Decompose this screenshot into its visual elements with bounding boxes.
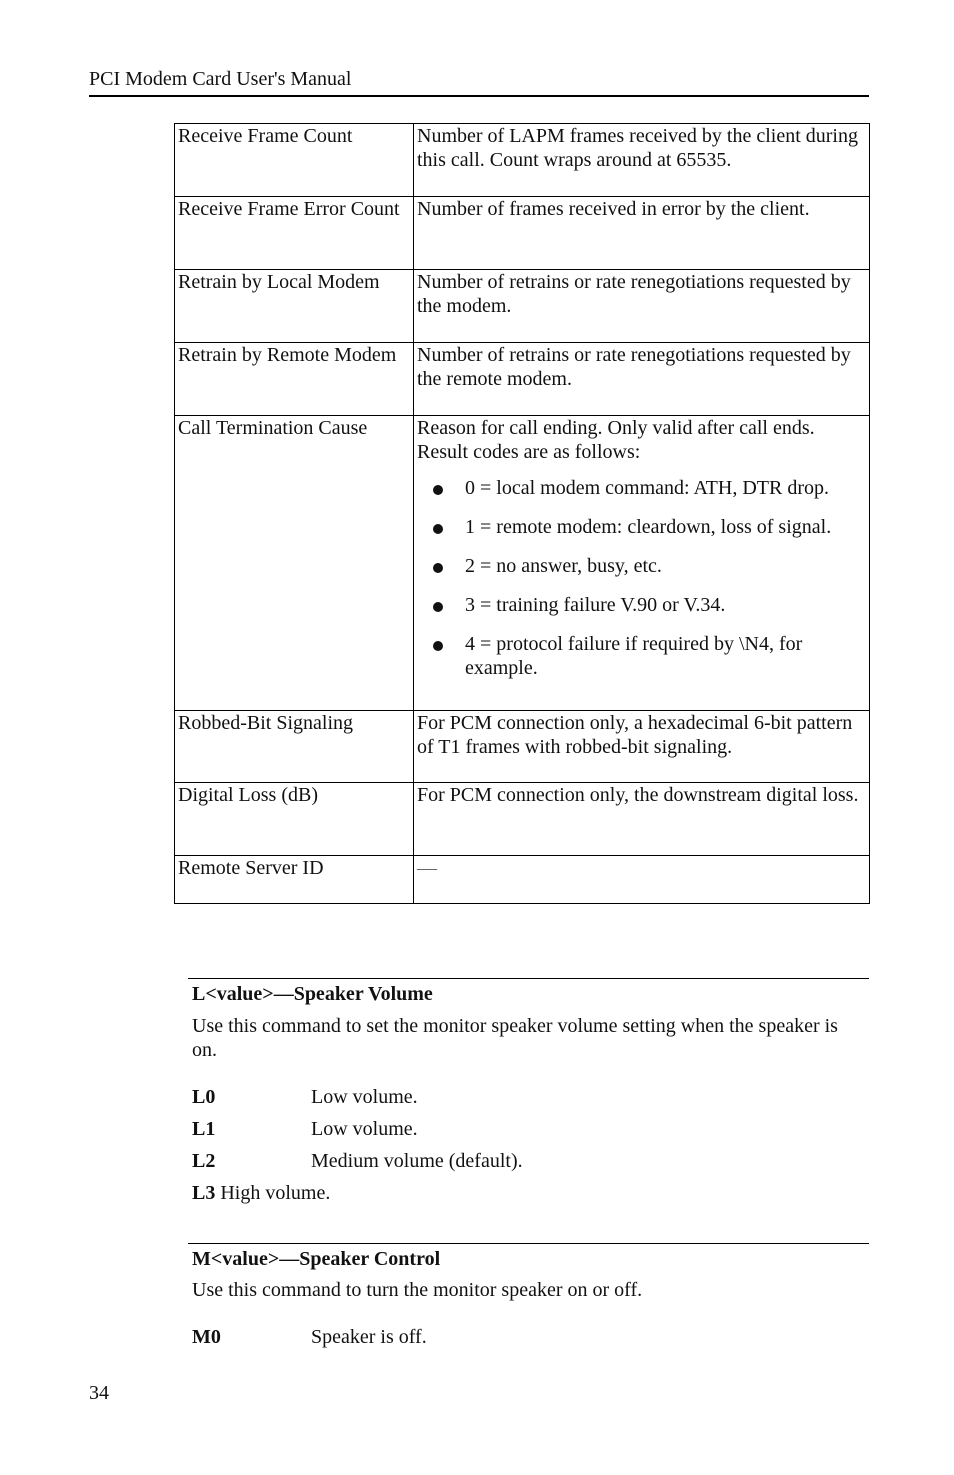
section-rule	[188, 978, 869, 979]
table-cell-desc: Number of retrains or rate renegotiations requested by the remote modem.	[414, 343, 870, 416]
table-cell-desc: —	[414, 856, 870, 904]
table-cell-desc: For PCM connection only, the downstream digital loss.	[414, 783, 870, 856]
table-cell-name: Digital Loss (dB)	[175, 783, 414, 856]
list-item	[417, 593, 866, 617]
section-rule	[188, 1243, 869, 1244]
table-row	[175, 343, 870, 416]
table-cell-desc: Number of LAPM frames received by the client during this call. Count wraps around at 65535.	[414, 124, 870, 197]
termination-intro: Reason for call ending. Only valid after call ends. Result codes are as follows:	[417, 417, 815, 463]
option-value: Speaker is off.	[311, 1326, 427, 1348]
header-rule	[89, 95, 869, 97]
table-row	[175, 270, 870, 343]
page-number: 34	[89, 1382, 109, 1404]
table-row	[175, 124, 870, 197]
option-key: L3	[192, 1182, 216, 1204]
list-item	[417, 554, 866, 578]
option-key: L1	[192, 1118, 216, 1140]
table-row	[175, 856, 870, 904]
table-row	[175, 711, 870, 783]
list-item	[417, 515, 866, 539]
table-cell-name: Remote Server ID	[175, 856, 414, 904]
speaker-control-title: M<value>—Speaker Control	[192, 1248, 441, 1270]
table-cell-desc: Number of frames received in error by the client.	[414, 197, 870, 270]
list-item	[417, 476, 866, 500]
option-value: Low volume.	[311, 1086, 418, 1108]
option-value: Medium volume (default).	[311, 1150, 523, 1172]
list-item	[417, 632, 866, 680]
diagnostics-table	[174, 123, 870, 904]
page-header-title: PCI Modem Card User's Manual	[89, 68, 352, 90]
table-cell-desc: For PCM connection only, a hexadecimal 6-bit pattern of T1 frames with robbed-bit signaling.	[414, 711, 870, 783]
table-cell-desc: Number of retrains or rate renegotiations requested by the modem.	[414, 270, 870, 343]
bullet-icon	[433, 485, 443, 495]
table-cell-name: Robbed-Bit Signaling	[175, 711, 414, 783]
bullet-icon	[433, 602, 443, 612]
bullet-icon	[433, 563, 443, 573]
bullet-icon	[433, 641, 443, 651]
result-code-list	[417, 476, 866, 680]
list-item-text: 0 = local modem command: ATH, DTR drop.	[465, 477, 830, 499]
table-cell-desc	[414, 416, 870, 711]
table-cell-name: Receive Frame Count	[175, 124, 414, 197]
option-value: Low volume.	[311, 1118, 418, 1140]
option-key: L0	[192, 1086, 216, 1108]
table-cell-name: Retrain by Local Modem	[175, 270, 414, 343]
bullet-icon	[433, 524, 443, 534]
list-item-text: 2 = no answer, busy, etc.	[465, 555, 662, 577]
list-item-text: 3 = training failure V.90 or V.34.	[465, 594, 726, 616]
option-key: M0	[192, 1326, 221, 1348]
table-cell-name: Call Termination Cause	[175, 416, 414, 711]
table-row	[175, 416, 870, 711]
option-key: L2	[192, 1150, 216, 1172]
option-row	[192, 1181, 330, 1205]
table-cell-name: Receive Frame Error Count	[175, 197, 414, 270]
table-row	[175, 783, 870, 856]
table-cell-name: Retrain by Remote Modem	[175, 343, 414, 416]
list-item-text: 4 = protocol failure if required by \N4, for example.	[465, 633, 803, 679]
speaker-volume-title: L<value>—Speaker Volume	[192, 983, 433, 1005]
option-value: High volume.	[220, 1182, 331, 1204]
table-row	[175, 197, 870, 270]
speaker-control-description: Use this command to turn the monitor speaker on or off.	[192, 1279, 643, 1301]
list-item-text: 1 = remote modem: cleardown, loss of signal.	[465, 516, 832, 538]
speaker-volume-description: Use this command to set the monitor speaker volume setting when the speaker is on.	[192, 1015, 838, 1061]
